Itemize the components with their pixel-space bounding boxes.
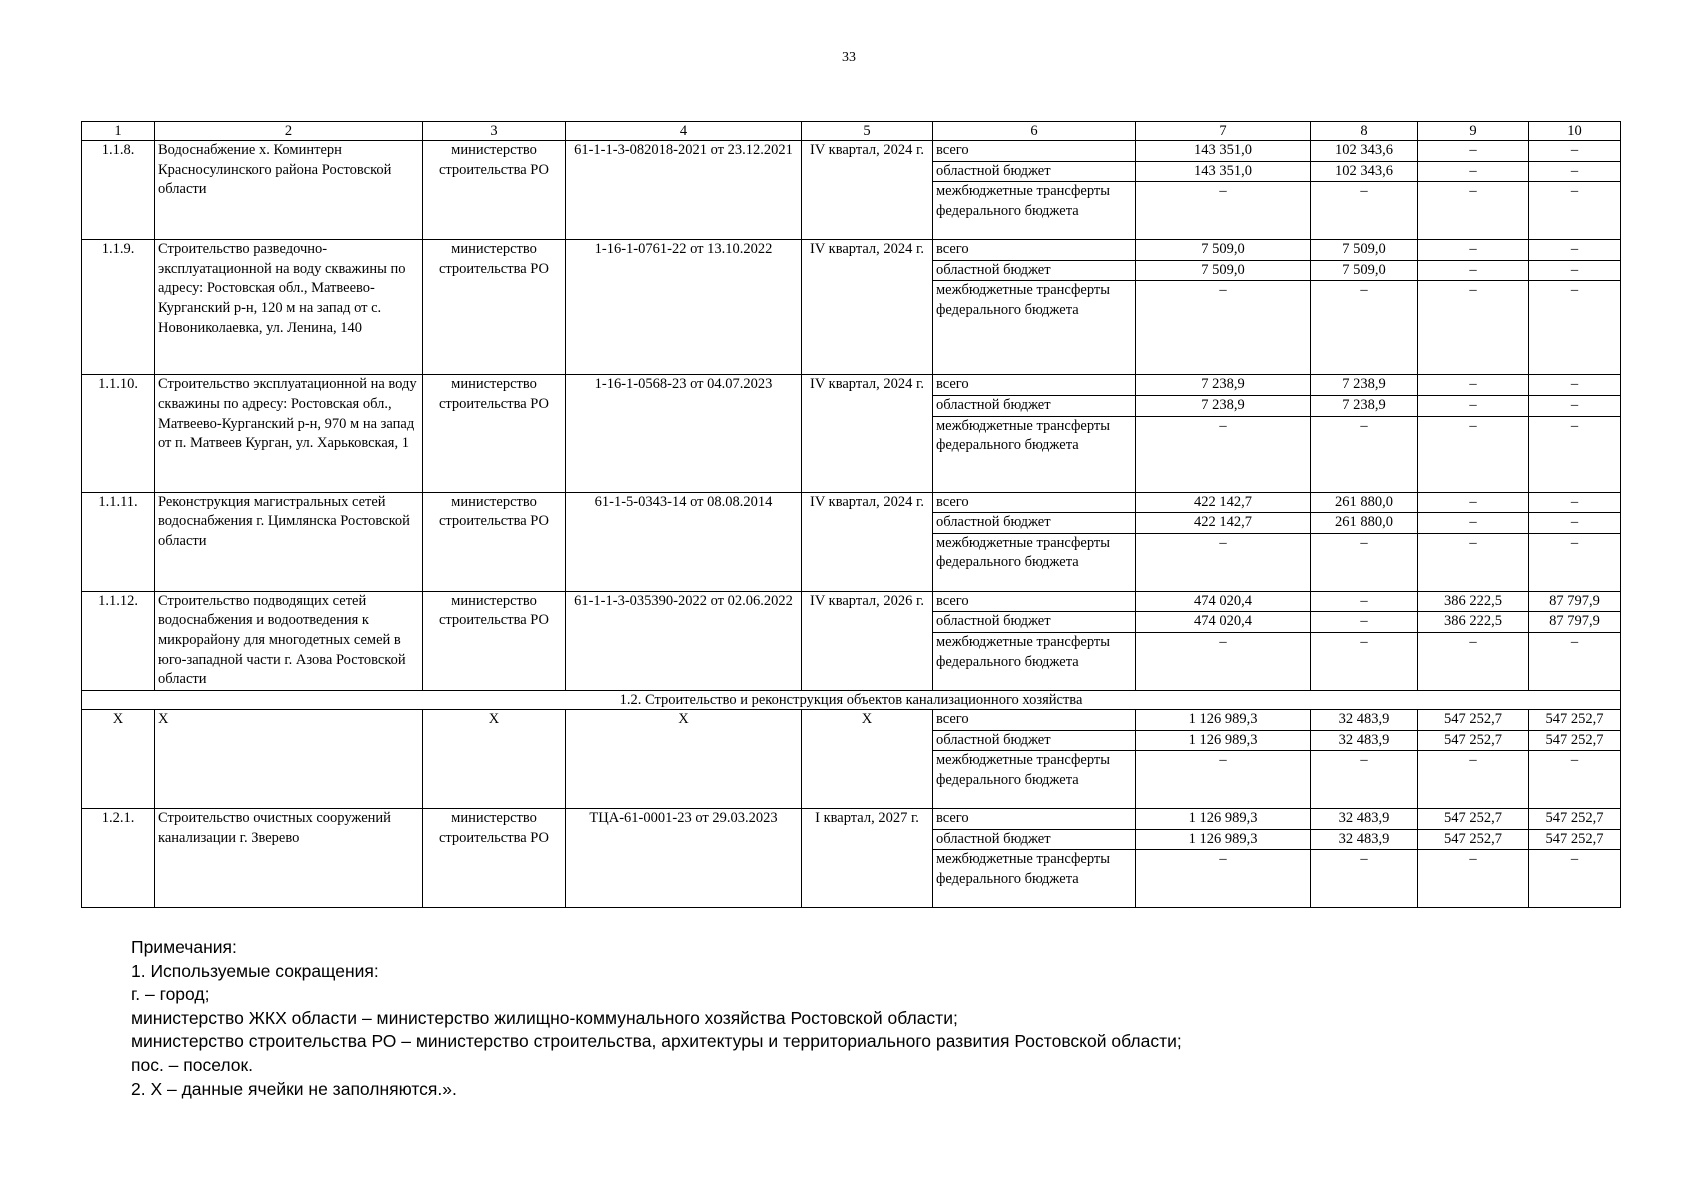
responsible-org-cell: Х: [423, 709, 566, 808]
table-row: [82, 492, 1621, 513]
funding-source-cell: всего: [933, 141, 1136, 162]
amount-cell-v10: –: [1529, 751, 1621, 809]
term-cell: Х: [802, 709, 933, 808]
table-body: [82, 122, 1621, 908]
amount-cell-v9: 547 252,7: [1418, 829, 1529, 850]
amount-cell-v8: –: [1311, 416, 1418, 492]
table-row: [82, 809, 1621, 830]
amount-cell-v10: 547 252,7: [1529, 730, 1621, 751]
program-table: [81, 121, 1621, 908]
item-number-cell: 1.1.9.: [82, 240, 155, 375]
amount-cell-v9: 386 222,5: [1418, 612, 1529, 633]
amount-cell-v7: 1 126 989,3: [1136, 809, 1311, 830]
funding-source-cell: межбюджетные трансферты федерального бюджета: [933, 533, 1136, 591]
responsible-org-cell: министерство строительства РО: [423, 809, 566, 908]
amount-cell-v7: –: [1136, 751, 1311, 809]
amount-cell-v10: 547 252,7: [1529, 809, 1621, 830]
amount-cell-v8: –: [1311, 632, 1418, 690]
funding-source-cell: областной бюджет: [933, 730, 1136, 751]
amount-cell-v8: 261 880,0: [1311, 513, 1418, 534]
item-name-cell: Строительство подводящих сетей водоснабжения и водоотведения к микрорайону для многодетных семей в юго-западной части г. Азова Ростовской области: [155, 591, 423, 690]
amount-cell-v7: 1 126 989,3: [1136, 829, 1311, 850]
amount-cell-v7: 143 351,0: [1136, 141, 1311, 162]
notes-title: Примечания:: [131, 937, 237, 957]
amount-cell-v8: 102 343,6: [1311, 141, 1418, 162]
amount-cell-v7: 7 509,0: [1136, 240, 1311, 261]
funding-source-cell: областной бюджет: [933, 513, 1136, 534]
amount-cell-v9: 547 252,7: [1418, 730, 1529, 751]
amount-cell-v8: 32 483,9: [1311, 730, 1418, 751]
amount-cell-v7: 422 142,7: [1136, 513, 1311, 534]
table-row: [82, 709, 1621, 730]
responsible-org-cell: министерство строительства РО: [423, 240, 566, 375]
amount-cell-v9: –: [1418, 850, 1529, 908]
amount-cell-v7: 1 126 989,3: [1136, 730, 1311, 751]
amount-cell-v8: –: [1311, 591, 1418, 612]
amount-cell-v10: –: [1529, 416, 1621, 492]
document-cell: 61-1-1-3-035390-2022 от 02.06.2022: [566, 591, 802, 690]
funding-source-cell: всего: [933, 375, 1136, 396]
amount-cell-v10: –: [1529, 533, 1621, 591]
amount-cell-v9: –: [1418, 492, 1529, 513]
amount-cell-v9: –: [1418, 395, 1529, 416]
note-line: министерство строительства РО – министерство строительства, архитектуры и территориального развития Ростовской области;: [131, 1031, 1182, 1052]
term-cell: IV квартал, 2026 г.: [802, 591, 933, 690]
funding-source-cell: межбюджетные трансферты федерального бюджета: [933, 632, 1136, 690]
document-cell: 61-1-5-0343-14 от 08.08.2014: [566, 492, 802, 591]
responsible-org-cell: министерство строительства РО: [423, 375, 566, 492]
amount-cell-v10: –: [1529, 513, 1621, 534]
amount-cell-v8: –: [1311, 612, 1418, 633]
notes-block: [131, 936, 1581, 1101]
amount-cell-v10: –: [1529, 632, 1621, 690]
amount-cell-v7: 422 142,7: [1136, 492, 1311, 513]
document-cell: 1-16-1-0568-23 от 04.07.2023: [566, 375, 802, 492]
note-line: г. – город;: [131, 984, 210, 1005]
item-number-cell: 1.1.11.: [82, 492, 155, 591]
item-number-cell: 1.1.10.: [82, 375, 155, 492]
amount-cell-v10: –: [1529, 260, 1621, 281]
item-name-cell: Реконструкция магистральных сетей водоснабжения г. Цимлянска Ростовской области: [155, 492, 423, 591]
item-name-cell: Х: [155, 709, 423, 808]
amount-cell-v9: –: [1418, 513, 1529, 534]
amount-cell-v9: –: [1418, 375, 1529, 396]
amount-cell-v7: –: [1136, 632, 1311, 690]
note-line: пос. – поселок.: [131, 1054, 254, 1075]
responsible-org-cell: министерство строительства РО: [423, 492, 566, 591]
amount-cell-v7: 1 126 989,3: [1136, 709, 1311, 730]
amount-cell-v9: –: [1418, 632, 1529, 690]
document-cell: ТЦА-61-0001-23 от 29.03.2023: [566, 809, 802, 908]
funding-source-cell: всего: [933, 492, 1136, 513]
amount-cell-v9: –: [1418, 260, 1529, 281]
amount-cell-v10: 547 252,7: [1529, 829, 1621, 850]
funding-source-cell: межбюджетные трансферты федерального бюджета: [933, 850, 1136, 908]
header-col-2: 2: [155, 122, 423, 141]
amount-cell-v9: –: [1418, 182, 1529, 240]
note-line: 2. Х – данные ячейки не заполняются.».: [131, 1078, 457, 1099]
funding-source-cell: межбюджетные трансферты федерального бюджета: [933, 281, 1136, 375]
amount-cell-v10: –: [1529, 182, 1621, 240]
funding-source-cell: областной бюджет: [933, 612, 1136, 633]
amount-cell-v9: 386 222,5: [1418, 591, 1529, 612]
amount-cell-v10: 87 797,9: [1529, 612, 1621, 633]
funding-source-cell: всего: [933, 591, 1136, 612]
note-line: 1. Используемые сокращения:: [131, 960, 379, 981]
amount-cell-v8: 261 880,0: [1311, 492, 1418, 513]
header-col-5: 5: [802, 122, 933, 141]
document-cell: Х: [566, 709, 802, 808]
amount-cell-v8: 7 509,0: [1311, 260, 1418, 281]
amount-cell-v7: –: [1136, 850, 1311, 908]
amount-cell-v9: –: [1418, 281, 1529, 375]
header-col-10: 10: [1529, 122, 1621, 141]
amount-cell-v10: –: [1529, 141, 1621, 162]
header-col-1: 1: [82, 122, 155, 141]
funding-source-cell: областной бюджет: [933, 260, 1136, 281]
amount-cell-v8: 32 483,9: [1311, 809, 1418, 830]
document-cell: 61-1-1-3-082018-2021 от 23.12.2021: [566, 141, 802, 240]
amount-cell-v8: 32 483,9: [1311, 829, 1418, 850]
funding-source-cell: межбюджетные трансферты федерального бюджета: [933, 182, 1136, 240]
amount-cell-v9: 547 252,7: [1418, 709, 1529, 730]
item-name-cell: Строительство эксплуатационной на воду скважины по адресу: Ростовская обл., Матвеево-Курганский р-н, 970 м на запад от п. Матвеев Курган, ул. Харьковская, 1: [155, 375, 423, 492]
document-cell: 1-16-1-0761-22 от 13.10.2022: [566, 240, 802, 375]
header-col-3: 3: [423, 122, 566, 141]
amount-cell-v10: –: [1529, 240, 1621, 261]
amount-cell-v8: 7 238,9: [1311, 375, 1418, 396]
funding-source-cell: межбюджетные трансферты федерального бюджета: [933, 751, 1136, 809]
amount-cell-v10: 87 797,9: [1529, 591, 1621, 612]
amount-cell-v7: 7 238,9: [1136, 375, 1311, 396]
amount-cell-v7: 7 238,9: [1136, 395, 1311, 416]
amount-cell-v8: 7 509,0: [1311, 240, 1418, 261]
amount-cell-v9: –: [1418, 416, 1529, 492]
program-table-container: [81, 121, 1620, 908]
section-row: [82, 690, 1621, 709]
table-row: [82, 591, 1621, 612]
amount-cell-v8: 102 343,6: [1311, 161, 1418, 182]
table-row: [82, 375, 1621, 396]
term-cell: IV квартал, 2024 г.: [802, 141, 933, 240]
amount-cell-v7: –: [1136, 416, 1311, 492]
amount-cell-v8: –: [1311, 182, 1418, 240]
amount-cell-v10: –: [1529, 161, 1621, 182]
item-number-cell: 1.1.8.: [82, 141, 155, 240]
amount-cell-v7: 474 020,4: [1136, 612, 1311, 633]
amount-cell-v9: –: [1418, 141, 1529, 162]
funding-source-cell: всего: [933, 809, 1136, 830]
amount-cell-v7: 7 509,0: [1136, 260, 1311, 281]
amount-cell-v9: –: [1418, 240, 1529, 261]
header-col-8: 8: [1311, 122, 1418, 141]
item-number-cell: 1.2.1.: [82, 809, 155, 908]
amount-cell-v10: 547 252,7: [1529, 709, 1621, 730]
amount-cell-v8: 32 483,9: [1311, 709, 1418, 730]
term-cell: IV квартал, 2024 г.: [802, 375, 933, 492]
funding-source-cell: областной бюджет: [933, 829, 1136, 850]
term-cell: I квартал, 2027 г.: [802, 809, 933, 908]
responsible-org-cell: министерство строительства РО: [423, 591, 566, 690]
funding-source-cell: межбюджетные трансферты федерального бюджета: [933, 416, 1136, 492]
item-number-cell: Х: [82, 709, 155, 808]
amount-cell-v7: –: [1136, 281, 1311, 375]
responsible-org-cell: министерство строительства РО: [423, 141, 566, 240]
header-col-7: 7: [1136, 122, 1311, 141]
amount-cell-v9: –: [1418, 161, 1529, 182]
item-number-cell: 1.1.12.: [82, 591, 155, 690]
amount-cell-v10: –: [1529, 850, 1621, 908]
funding-source-cell: областной бюджет: [933, 161, 1136, 182]
amount-cell-v10: –: [1529, 492, 1621, 513]
amount-cell-v8: –: [1311, 850, 1418, 908]
amount-cell-v7: –: [1136, 533, 1311, 591]
amount-cell-v9: 547 252,7: [1418, 809, 1529, 830]
amount-cell-v10: –: [1529, 395, 1621, 416]
term-cell: IV квартал, 2024 г.: [802, 240, 933, 375]
header-col-9: 9: [1418, 122, 1529, 141]
section-title: 1.2. Строительство и реконструкция объектов канализационного хозяйства: [82, 690, 1621, 709]
header-col-4: 4: [566, 122, 802, 141]
amount-cell-v7: –: [1136, 182, 1311, 240]
amount-cell-v8: 7 238,9: [1311, 395, 1418, 416]
amount-cell-v8: –: [1311, 751, 1418, 809]
item-name-cell: Строительство очистных сооружений канализации г. Зверево: [155, 809, 423, 908]
table-row: [82, 141, 1621, 162]
funding-source-cell: областной бюджет: [933, 395, 1136, 416]
amount-cell-v10: –: [1529, 375, 1621, 396]
amount-cell-v10: –: [1529, 281, 1621, 375]
funding-source-cell: всего: [933, 709, 1136, 730]
table-row: [82, 240, 1621, 261]
funding-source-cell: всего: [933, 240, 1136, 261]
item-name-cell: Водоснабжение х. Коминтерн Красносулинского района Ростовской области: [155, 141, 423, 240]
amount-cell-v8: –: [1311, 533, 1418, 591]
amount-cell-v9: –: [1418, 533, 1529, 591]
term-cell: IV квартал, 2024 г.: [802, 492, 933, 591]
item-name-cell: Строительство разведочно-эксплуатационной на воду скважины по адресу: Ростовская обл., Матвеево-Курганский р-н, 120 м на запад от с. Новониколаевка, ул. Ленина, 140: [155, 240, 423, 375]
page-number: 33: [842, 50, 856, 65]
amount-cell-v7: 474 020,4: [1136, 591, 1311, 612]
header-col-6: 6: [933, 122, 1136, 141]
header-row: [82, 122, 1621, 141]
note-line: министерство ЖКХ области – министерство жилищно-коммунального хозяйства Ростовской области;: [131, 1007, 958, 1028]
amount-cell-v8: –: [1311, 281, 1418, 375]
amount-cell-v9: –: [1418, 751, 1529, 809]
amount-cell-v7: 143 351,0: [1136, 161, 1311, 182]
